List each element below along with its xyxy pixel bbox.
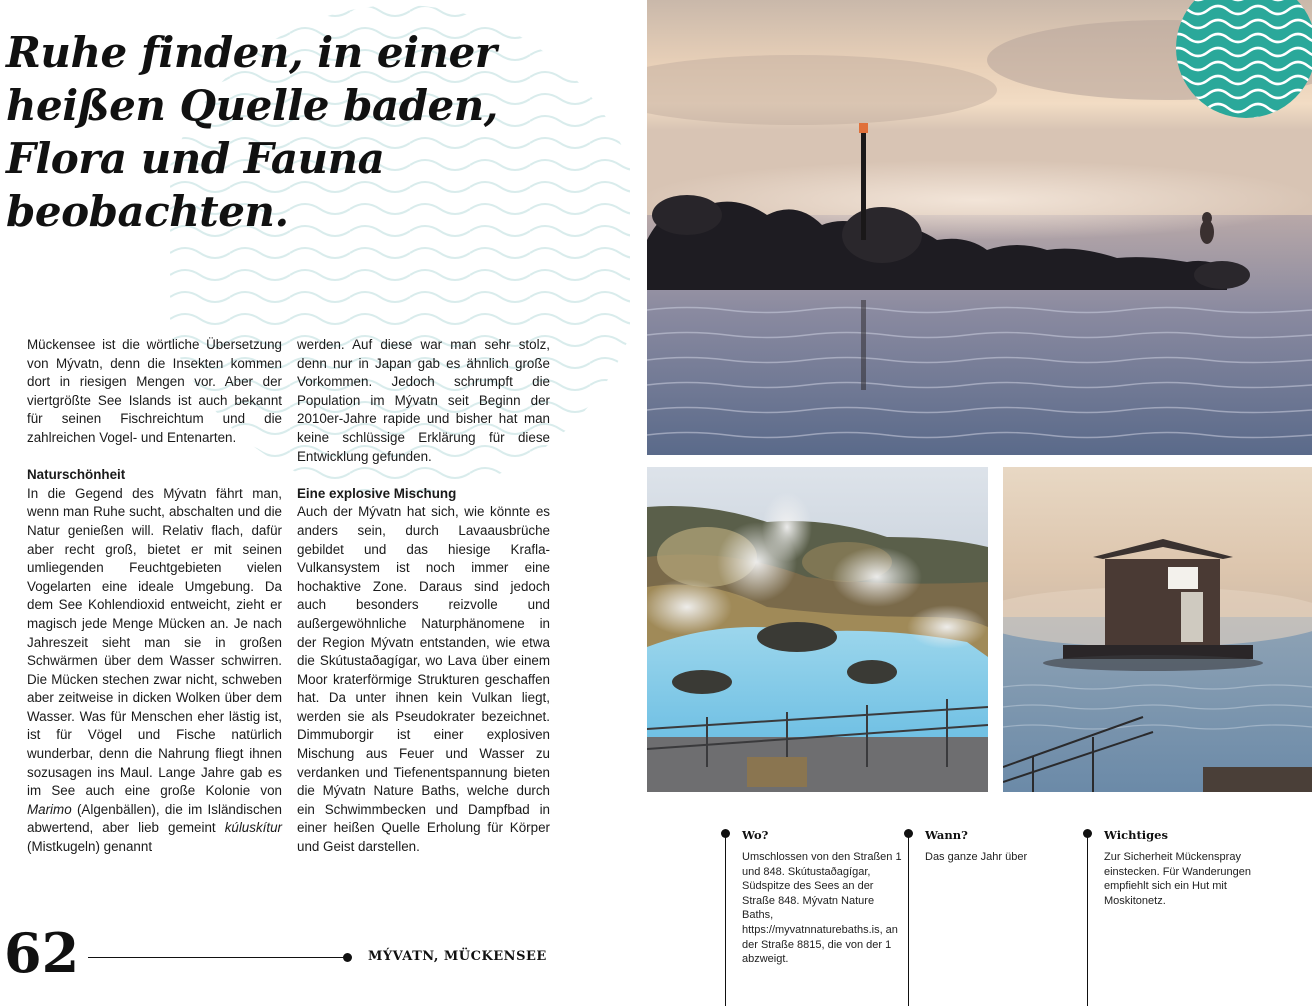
timeline-dot-icon: [904, 829, 913, 838]
timeline-line: [725, 834, 726, 1006]
timeline-line: [1087, 834, 1088, 1006]
body-paragraph-right: Auch der Mývatn hat sich, wie könnte es anders sein, durch Lavaausbrüche gebildet und das hiesige Krafla-Vulkansystem ist noch immer eine hochaktive Zone. Daraus sind jedoch auch besonders reizvolle und außergewöhnliche Naturphänomene in der Region Mývatn entstanden, wie etwa die Skútustaðagígar, wo Lava über einem Moor kraterförmige Strukturen geschaffen hat. Da unter ihnen kein Vulkan liegt, werden sie als Pseudokrater bezeichnet. Dimmuborgir ist einer explosiven Mischung aus Feuer und Wasser zu verdanken und Tiefenentspannung bieten die Mývatn Nature Baths, welche durch ein Schwimmbecken und Dampfbad in einer heißen Quelle Erholung für Körper und Geist darstellen.: [297, 504, 550, 855]
intro-paragraph: Mückensee ist die wörtliche Übersetzung von Mývatn, denn die Insekten kommen dort in riesigen Mengen vor. Aber der viertgrößte See Islands ist auch bekannt für seinen Fischreichtum und die zahlreichen Vogel- und Entenarten.: [27, 337, 282, 445]
section-heading-naturschoenheit: Naturschönheit: [27, 467, 126, 483]
text-column-left: [27, 336, 282, 857]
info-text: Das ganze Jahr über: [925, 851, 1028, 863]
timeline-line: [908, 834, 909, 1006]
timeline-dot-icon: [343, 953, 352, 962]
body-paragraph-left: In die Gegend des Mývatn fährt man, wenn man Ruhe sucht, abschalten und die Natur genießen will. Relativ flach, dafür aber recht groß, bietet er mit seinen umliegenden Feuchtgebieten vielen Vogelarten eine ideale Umgebung. Da dem See Kohlendioxid entweicht, zieht er magisch jede Menge Mücken an. Je nach Jahreszeit sieht man sie in großen Schwärmen über dem Wasser schwirren. Die Mücken stechen zwar nicht, schweben aber zeitweise in dicken Wolken über dem Wasser. Was für Menschen eher lästig ist, ist für Vögel und Fische natürlich wunderbar, denn die Nahrung fliegt ihnen sozusagen ins Maul. Lange Jahre gab es im See auch eine große Kolonie von Marimo (Algenbällen), die im Isländischen abwertend, aber lieb gemeint kúluskítur (Mistkugeln) genannt: [27, 485, 282, 855]
section-heading-explosive-mischung: Eine explosive Mischung: [297, 485, 457, 501]
info-text: Zur Sicherheit Mückenspray einstecken. Für Wanderungen empfiehlt sich ein Hut mit Moskitonetz.: [1104, 851, 1251, 907]
timeline-dot-icon: [721, 829, 730, 838]
info-label: Wo?: [742, 828, 769, 842]
wave-pattern-circle-icon: [1168, 0, 1312, 133]
info-label: Wann?: [925, 828, 968, 842]
text-column-right: [297, 336, 550, 857]
continuation-paragraph: werden. Auf diese war man sehr stolz, denn nur in Japan gab es ähnlich große Vorkommen. Jedoch schrumpft die Population im Mývatn seit Beginn der 2010er-Jahre rapide und bisher hat man keine schlüssige Erklärung für diese Entwicklung gefunden.: [297, 337, 550, 464]
page-number: 62: [4, 921, 80, 985]
timeline-dot-icon: [1083, 829, 1092, 838]
nature-baths-photo: [647, 467, 988, 792]
info-text: Umschlossen von den Straßen 1 und 848. Skútustaðagígar, Südspitze des Sees an der Straße 848. Mývatn Nature Baths, https://myvatnnaturebaths.is, an der Straße 8815, die von der 1 abzweigt.: [742, 851, 902, 966]
info-label: Wichtiges: [1104, 828, 1168, 842]
headline: Ruhe finden, in einer heißen Quelle baden, Flora und Fauna beobachten.: [6, 28, 498, 236]
section-title: MÝVATN, MÜCKENSEE: [368, 949, 547, 964]
hut-in-lagoon-photo: [1003, 467, 1312, 792]
footer-rule: [88, 957, 344, 958]
